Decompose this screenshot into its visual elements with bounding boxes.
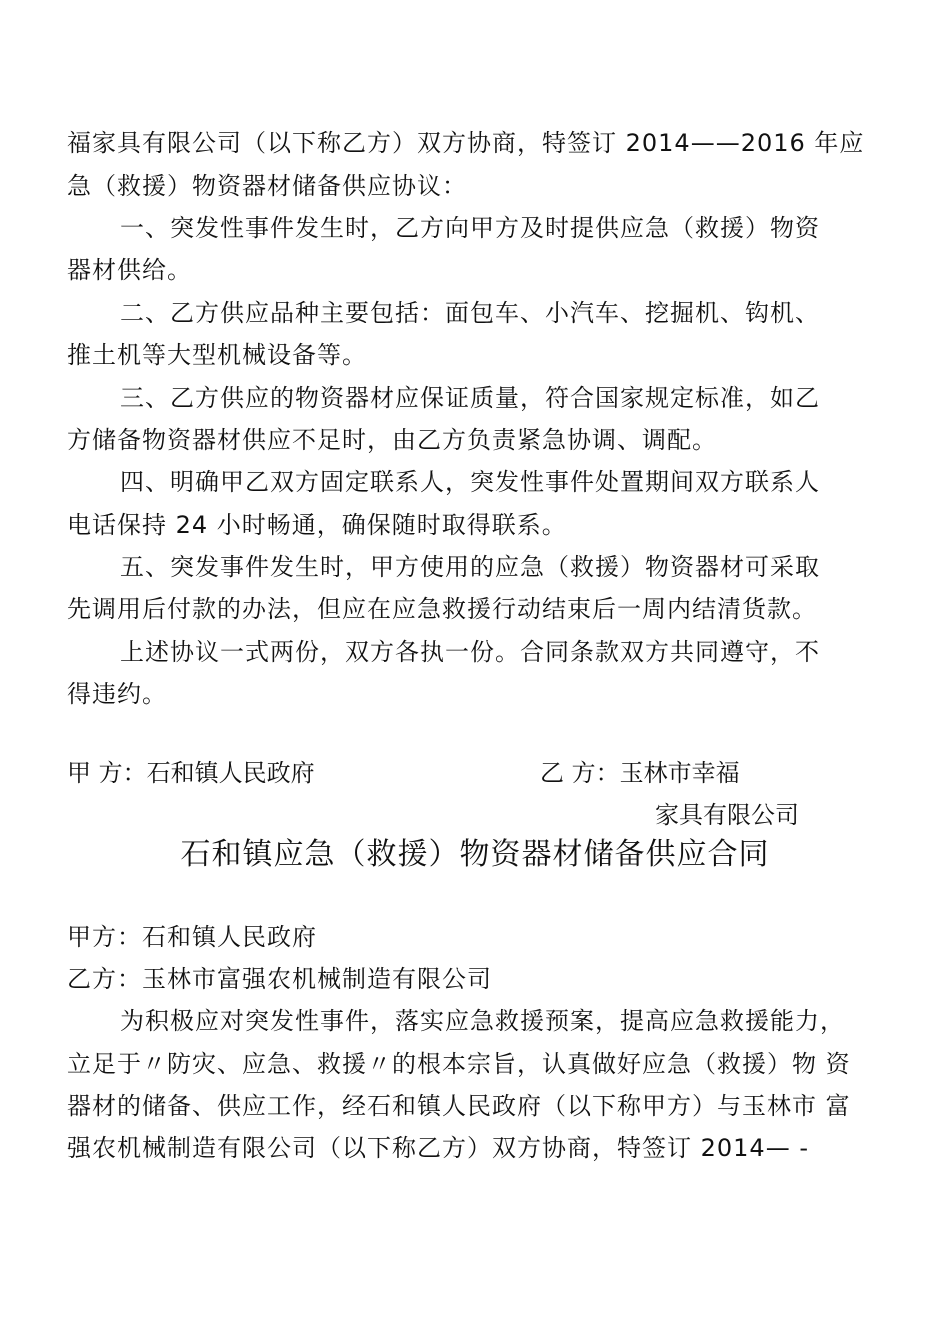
paragraph-line: 福家具有限公司（以下称乙方）双方协商，特签订 2014——2016 年应 [67, 129, 865, 157]
paragraph-line: 推土机等大型机械设备等。 [67, 341, 367, 369]
paragraph-line: 电话保持 24 小时畅通，确保随时取得联系。 [67, 511, 567, 539]
paragraph-line: 器材供给。 [67, 256, 192, 284]
clause-3: 三、乙方供应的物资器材应保证质量，符合国家规定标准，如乙 [120, 384, 820, 412]
paragraph-line: 急（救援）物资器材储备供应协议： [67, 172, 467, 200]
paragraph-line: 立足于〃防灾、应急、救援〃的根本宗旨，认真做好应急（救援）物 资 [67, 1050, 851, 1078]
clause-2: 二、乙方供应品种主要包括：面包车、小汽车、挖掘机、钩机、 [120, 299, 820, 327]
paragraph-line: 先调用后付款的办法，但应在应急救援行动结束后一周内结清货款。 [67, 595, 817, 623]
clause-4: 四、明确甲乙双方固定联系人，突发性事件处置期间双方联系人 [120, 468, 820, 496]
paragraph-line: 器材的储备、供应工作，经石和镇人民政府（以下称甲方）与玉林市 富 [67, 1092, 851, 1120]
paragraph-line: 为积极应对突发性事件，落实应急救援预案，提高应急救援能力， [120, 1007, 845, 1035]
paragraph-line: 方储备物资器材供应不足时，由乙方负责紧急协调、调配。 [67, 426, 717, 454]
clause-1: 一、突发性事件发生时，乙方向甲方及时提供应急（救援）物资 [120, 214, 820, 242]
paragraph-line: 强农机械制造有限公司（以下称乙方）双方协商，特签订 2014— - [67, 1134, 809, 1162]
party-a-signature: 甲 方：石和镇人民政府 [67, 759, 315, 787]
paragraph-line: 得违约。 [67, 680, 167, 708]
party-b-line: 乙方：玉林市富强农机械制造有限公司 [67, 965, 492, 993]
contract-title: 石和镇应急（救援）物资器材储备供应合同 [180, 837, 770, 872]
party-a-line: 甲方：石和镇人民政府 [67, 923, 317, 951]
closing-clause: 上述协议一式两份，双方各执一份。合同条款双方共同遵守，不 [120, 638, 820, 666]
party-b-signature-cont: 家具有限公司 [655, 801, 799, 829]
party-b-signature: 乙 方：玉林市幸福 [540, 759, 740, 787]
clause-5: 五、突发事件发生时，甲方使用的应急（救援）物资器材可采取 [120, 553, 820, 581]
